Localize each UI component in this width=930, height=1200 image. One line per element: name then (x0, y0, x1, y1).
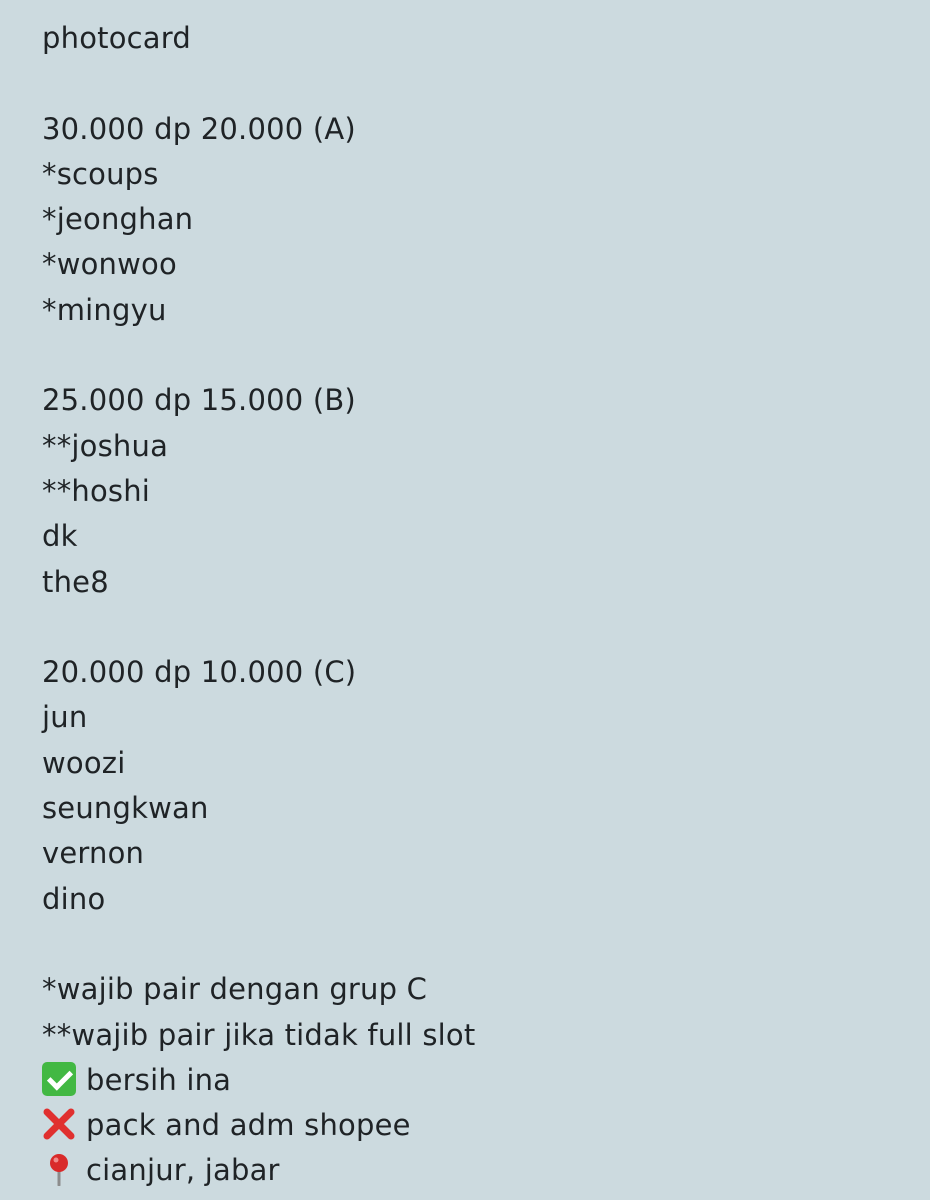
group-a-member: *mingyu (42, 292, 167, 327)
note-pair-rule-slot: **wajib pair jika tidak full slot (42, 1017, 476, 1052)
group-a-member: *scoups (42, 156, 159, 191)
group-a-price: 30.000 dp 20.000 (A) (42, 111, 356, 146)
group-c-member: vernon (42, 836, 145, 871)
group-c-member: woozi (42, 745, 126, 780)
check-mark-icon (42, 1062, 76, 1096)
info-location (42, 1148, 902, 1193)
group-b-member: the8 (42, 564, 109, 599)
note-body (42, 16, 902, 1194)
info-location-text: cianjur, jabar (86, 1153, 280, 1188)
blank-line (42, 61, 902, 106)
pin-icon (42, 1152, 76, 1186)
info-condition-text: bersih ina (86, 1062, 232, 1097)
group-b-member: **hoshi (42, 473, 151, 508)
group-c-member: seungkwan (42, 791, 209, 826)
blank-line (42, 605, 902, 650)
group-b-member: dk (42, 519, 78, 554)
group-b-price: 25.000 dp 15.000 (B) (42, 383, 356, 418)
group-a-member: *wonwoo (42, 247, 177, 282)
group-b-member: **joshua (42, 428, 169, 463)
group-c-price: 20.000 dp 10.000 (C) (42, 655, 357, 690)
blank-line (42, 333, 902, 378)
info-condition (42, 1058, 902, 1103)
info-shipping-text: pack and adm shopee (86, 1108, 411, 1143)
group-c-member: dino (42, 881, 106, 916)
group-c-member: jun (42, 700, 88, 735)
cross-mark-icon (42, 1107, 76, 1141)
group-a-member: *jeonghan (42, 202, 194, 237)
note-pair-rule-c: *wajib pair dengan grup C (42, 972, 428, 1007)
note-title: photocard (42, 21, 191, 55)
info-shipping (42, 1103, 902, 1148)
blank-line (42, 922, 902, 967)
